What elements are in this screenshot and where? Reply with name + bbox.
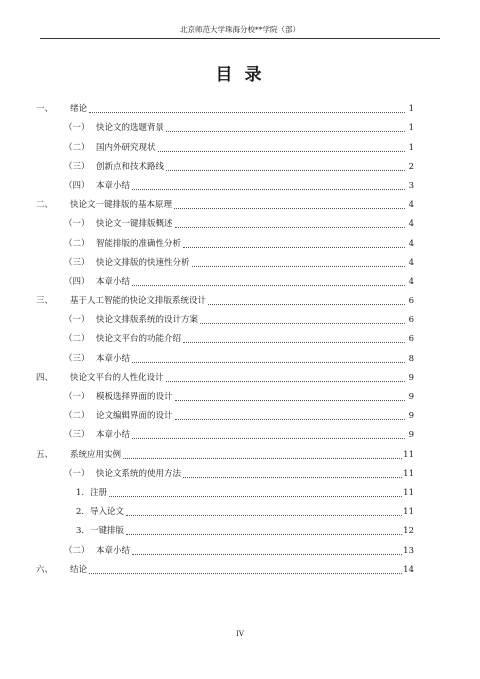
toc-entry[interactable] [36,422,414,441]
toc-entry-title: 快论文系统的使用方法 [96,468,182,479]
toc-dot-leader [166,381,405,382]
toc-entry[interactable] [36,307,414,326]
toc-entry-page: 1 [408,142,414,153]
toc-entry[interactable] [36,537,414,556]
toc-entry-page: 4 [408,238,414,249]
toc-entry-page: 9 [408,411,414,422]
toc-entry-title: 快论文的选题背景 [96,123,165,134]
toc-entry-page: 11 [403,468,414,479]
toc-dot-leader [183,477,402,478]
toc-entry-number: （二） [64,545,90,556]
toc-entry[interactable] [36,441,414,460]
toc-entry[interactable] [36,480,414,499]
toc-entry-number: （三） [64,257,90,268]
toc-entry[interactable] [36,154,414,173]
toc-entry-page: 4 [408,257,414,268]
toc-dot-leader [174,208,405,209]
toc-entry-title: 本章小结 [96,430,131,441]
toc-entry-page: 11 [403,507,414,518]
toc-entry-title: 基于人工智能的快论文排版系统设计 [70,296,207,307]
toc-entry-page: 12 [403,526,414,537]
toc-entry-number: 1. [76,487,85,498]
toc-entry-number: （三） [64,161,90,172]
toc-dot-leader [123,458,402,459]
toc-entry-title: 国内外研究现状 [96,142,156,153]
toc-entry-title: 本章小结 [96,545,131,556]
toc-entry[interactable] [36,230,414,249]
toc-entry-title: 结论 [70,564,88,575]
toc-entry-number: （四） [64,180,90,191]
toc-entry[interactable] [36,345,414,364]
toc-entry[interactable] [36,173,414,192]
toc-dot-leader [166,170,405,171]
toc-dot-leader [109,496,402,497]
toc-entry-number: （四） [64,276,90,287]
toc-dot-leader [132,285,405,286]
toc-entry-title: 快论文一键排版的基本原理 [70,200,173,211]
toc-dot-leader [192,266,405,267]
toc-entry-number: （一） [64,468,90,479]
toc-entry-title: 本章小结 [96,353,131,364]
toc-entry-number: 五、 [36,449,54,460]
toc-entry[interactable] [36,499,414,518]
toc-entry-title: 快论文一键排版概述 [96,219,173,230]
table-of-contents [36,96,414,576]
toc-entry-page: 11 [403,449,414,460]
toc-entry-page: 8 [408,353,414,364]
toc-entry[interactable] [36,211,414,230]
toc-entry-number: （一） [64,392,90,402]
toc-entry-title: 本章小结 [96,276,131,287]
toc-entry-page: 11 [403,487,414,498]
toc-dot-leader [132,362,405,363]
toc-entry-page: 13 [403,545,414,556]
toc-entry-title: 快论文平台的人性化设计 [70,372,164,383]
toc-entry-title: 论文编辑界面的设计 [96,411,173,422]
toc-entry-title: 系统应用实例 [70,449,122,460]
toc-entry-number: 三、 [36,296,54,307]
toc-entry-title: 创新点和技术路线 [96,161,165,172]
toc-entry-page: 1 [408,123,414,134]
toc-entry-title: 导入论文 [90,507,125,518]
toc-entry-number: （一） [64,123,90,134]
toc-entry[interactable] [36,134,414,153]
toc-dot-leader [200,323,405,324]
toc-entry[interactable] [36,96,414,115]
toc-entry-title: 快论文排版的快速性分析 [96,257,190,268]
toc-entry[interactable] [36,115,414,134]
toc-entry-page: 4 [408,219,414,230]
toc-entry-page: 3 [408,180,414,191]
toc-dot-leader [89,112,405,113]
toc-entry-number: 3. [76,526,85,537]
page-title: 目 录 [215,65,265,85]
toc-entry-number: （二） [64,334,90,345]
toc-entry-number: 六、 [36,564,54,575]
toc-dot-leader [183,247,405,248]
toc-dot-leader [166,131,405,132]
toc-entry-title: 绪论 [70,104,88,115]
toc-entry-number: （二） [64,238,90,249]
toc-entry-number: 二、 [36,200,54,211]
toc-entry-number: （二） [64,142,90,153]
toc-entry[interactable] [36,365,414,384]
toc-entry[interactable] [36,518,414,537]
page-header: 北京师范大学珠海分校**学院（部） [40,24,440,39]
toc-dot-leader [132,554,402,555]
toc-dot-leader [89,573,402,574]
toc-entry-number: （一） [64,219,90,230]
toc-dot-leader [208,304,405,305]
toc-entry-page: 6 [408,334,414,345]
toc-entry-page: 1 [408,104,414,115]
toc-dot-leader [126,515,402,516]
toc-entry[interactable] [36,250,414,269]
toc-entry[interactable] [36,461,414,480]
toc-entry[interactable] [36,288,414,307]
toc-dot-leader [132,189,405,190]
toc-entry-title: 一键排版 [90,526,125,537]
toc-entry-page: 9 [408,372,414,383]
toc-entry-number: （三） [64,353,90,364]
toc-dot-leader [126,534,402,535]
toc-entry-title: 模板选择界面的设计 [96,392,173,402]
toc-entry-title: 智能排版的准确性分析 [96,238,182,249]
toc-entry[interactable] [36,192,414,211]
page-number-footer: IV [236,630,244,638]
toc-dot-leader [175,400,405,401]
toc-entry[interactable] [36,384,414,403]
toc-entry-page: 4 [408,200,414,211]
toc-dot-leader [175,419,405,420]
toc-entry-number: 一、 [36,104,54,115]
toc-entry-page: 9 [408,392,414,402]
toc-entry-number: 四、 [36,372,54,383]
toc-entry-page: 2 [408,161,414,172]
toc-dot-leader [183,342,405,343]
toc-entry-page: 6 [408,315,414,326]
toc-entry-page: 9 [408,430,414,441]
toc-entry-title: 本章小结 [96,180,131,191]
toc-entry-title: 快论文平台的功能介绍 [96,334,182,345]
toc-entry[interactable] [36,326,414,345]
toc-entry-page: 4 [408,276,414,287]
toc-entry-page: 6 [408,296,414,307]
toc-dot-leader [132,438,405,439]
toc-entry[interactable] [36,269,414,288]
toc-dot-leader [175,227,405,228]
toc-entry-number: （二） [64,411,90,422]
toc-entry-number: 2. [76,507,85,518]
toc-entry-title: 注册 [90,487,108,498]
toc-entry-number: （一） [64,315,90,326]
toc-entry[interactable] [36,557,414,576]
toc-dot-leader [158,151,405,152]
toc-entry-page: 14 [403,564,414,575]
toc-entry[interactable] [36,403,414,422]
toc-entry-title: 快论文排版系统的设计方案 [96,315,199,326]
toc-entry-number: （三） [64,430,90,441]
